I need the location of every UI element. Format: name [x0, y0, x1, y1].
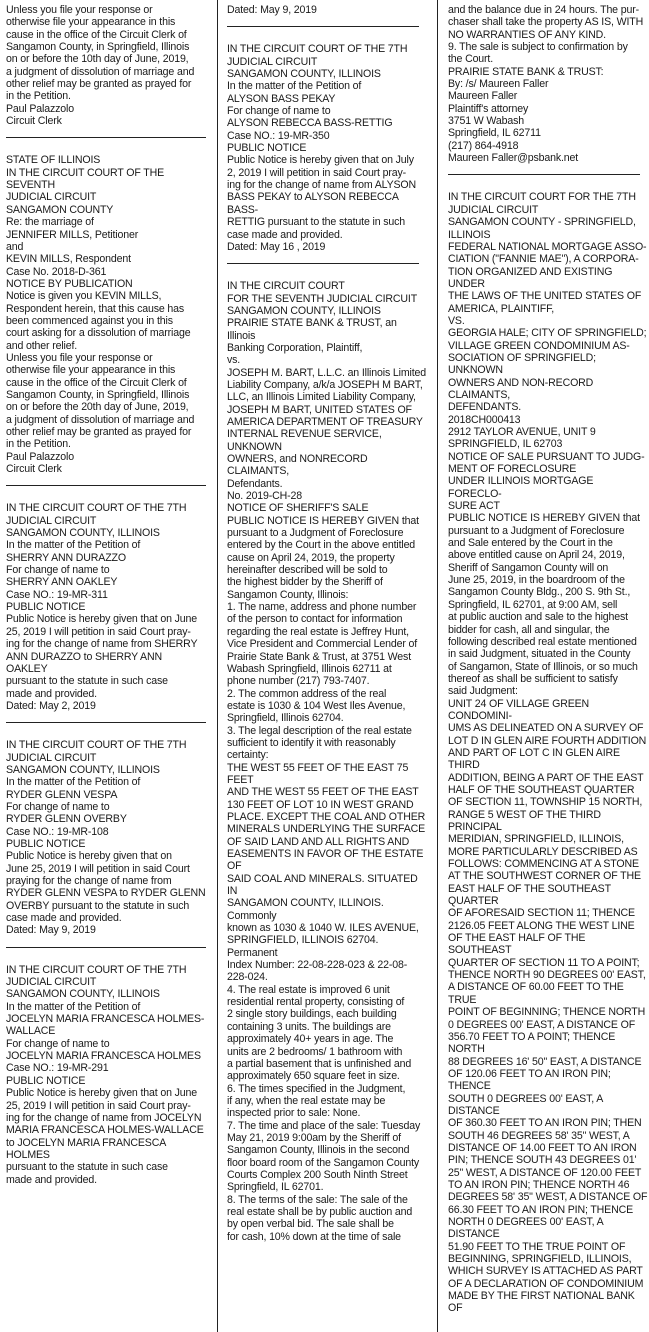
notice-paragraph: Notice is given you KEVIN MILLS, Respondent herein, that this cause has been commenced against you in this court asking for a dissolution of marriage and other relief. [6, 290, 191, 352]
legal-notice [448, 191, 648, 1314]
notice-paragraph: STATE OF ILLINOIS IN THE CIRCUIT COURT OF THE SEVENTH JUDICIAL CIRCUIT SANGAMON COUNTY Re: the marriage of JENNIFER MILLS, Petitioner and KEVIN MILLS, Respondent Case No. 2018-D-361 NOTICE BY PUBLICATION [6, 154, 165, 290]
notice-paragraph: Public Notice is hereby given that on June 25, 2019 I will petition in said Court praying for the change of name from RYDER GLENN VESPA to RYDER GLENN OVERBY pursuant to the statute in such case made and provided. [6, 850, 206, 925]
legal-notice [227, 4, 427, 16]
column-3 [448, 4, 648, 1330]
notice-paragraph: IN THE CIRCUIT COURT OF THE 7TH JUDICIAL CIRCUIT SANGAMON COUNTY, ILLINOIS In the matter of the Petition of JOCELYN MARIA FRANCESCA HOLMES- WALLACE For change of name to JOCELYN MARIA FRANCESCA HOLMES Case NO.: 19-MR-291 PUBLIC NOTICE [6, 963, 205, 1087]
notice-separator [448, 174, 640, 175]
legal-notice [227, 280, 427, 1243]
notice-separator [6, 947, 206, 948]
notice-paragraph: PUBLIC NOTICE IS HEREBY GIVEN that pursuant to a Judgment of Foreclosure entered by the Court in the above entitled cause on April 24, 2019, the property hereinafter described will be sold to the highest bidder by the Sheriff of Sangamon County, Illinois: [227, 514, 419, 601]
notice-separator [6, 485, 206, 486]
column-2 [227, 4, 427, 1330]
legal-notice [448, 4, 648, 164]
notice-separator [6, 137, 206, 138]
notice-paragraph: Unless you file your response or otherwise file your appearance in this cause in the office of the Circuit Clerk of Sangamon County, in Springfield, Illinois on or before the 10th day of June, 2019, a judgment of dissolution of marriage and other relief may be granted as prayed for in the Petition. [6, 4, 195, 103]
notice-paragraph: Dated: May 9, 2019 [6, 924, 96, 937]
notice-paragraph: 2. The common address of the real estate is 1030 & 104 West Iles Avenue, Springfield, Illinois 62704. [227, 687, 406, 725]
column-divider [217, 0, 218, 1332]
notice-paragraph: PUBLIC NOTICE IS HEREBY GIVEN that pursuant to a Judgment of Foreclosure and Sale entered by the Court in the above entitled cause on April 24, 2019, Sheriff of Sangamon County will on June 25, 2019, in the boardroom of the Sangamon County Bldg., 200 S. 9th St., Springfield, IL 62701, at 9:00 AM, sell at public auction and sale to the highest bidder for cash, all and singular, the following described real estate mentioned in said Judgment, situated in the County of Sangamon, State of Illinois, or so much thereof as shall be sufficient to satisfy said Judgment: [448, 512, 640, 698]
notice-paragraph: IN THE CIRCUIT COURT OF THE 7TH JUDICIAL CIRCUIT SANGAMON COUNTY, ILLINOIS In the matter of the Petition of ALYSON BASS PEKAY For change of name to ALYSON REBECCA BASS-RETTIG Case NO.: 19-MR-350 PUBLIC NOTICE [227, 43, 408, 155]
notice-paragraph: THE WEST 55 FEET OF THE EAST 75 FEET AND THE WEST 55 FEET OF THE EAST 130 FEET OF LOT 10 IN WEST GRAND PLACE. EXCEPT THE COAL AND OTHER MINERALS UNDERLYING THE SURFACE OF SAID LAND AND ALL RIGHTS AND EASEMENTS IN FAVOR OF THE ESTATE OF SAID COAL AND MINERALS. SITUATED IN SANGAMON COUNTY, ILLINOIS. Commonly known as 1030 & 1040 W. ILES AVENUE, SPRINGFIELD, ILLINOIS 62704. Permanent Index Number: 22-08-228-023 & 22-08- 228-024. [227, 761, 426, 984]
notice-paragraph: IN THE CIRCUIT COURT FOR THE SEVENTH JUDICIAL CIRCUIT SANGAMON COUNTY, ILLINOIS PRAIRIE STATE BANK & TRUST, an Illinois Banking Corporation, Plaintiff, vs. JOSEPH M. BART, L.L.C. an Illinois Limited Liability Company, a/k/a JOSEPH M BART, LLC, an Illinois Limited Liability Company, JOSEPH M BART, UNITED STATES OF AMERICA DEPARTMENT OF TREASURY INTERNAL REVENUE SERVICE, UNKNOWN OWNERS, and NONRECORD CLAIMANTS, Defendants. No. 2019-CH-28 NOTICE OF SHERIFF'S SALE [227, 280, 426, 515]
legal-notice [6, 739, 206, 937]
notice-paragraph: Public Notice is hereby given that on June 25, 2019 I will petition in said Court pray- ing for the change of name from SHERRY ANN DURAZZO to SHERRY ANN OAKLEY pursuant to the statute in such case made and provided. [6, 613, 198, 700]
notice-paragraph: 1. The name, address and phone number of the person to contact for information regarding the real estate is Jeffrey Hunt, Vice President and Commercial Lender of Prairie State Bank & Trust, at 3751 West Wabash Springfield, Illinois 62711 at phone number (217) 793-7407. [227, 601, 418, 688]
notice-paragraph: and the balance due in 24 hours. The pur- chaser shall take the property AS IS, WITH NO WARRANTIES OF ANY KIND. [448, 4, 644, 41]
notice-paragraph: 3. The legal description of the real estate sufficient to identify it with reasonably certainty: [227, 724, 412, 762]
notice-paragraph: Dated: May 16 , 2019 [227, 240, 326, 253]
notice-paragraph: 9. The sale is subject to confirmation by the Court. [448, 41, 628, 66]
notice-paragraph: IN THE CIRCUIT COURT OF THE 7TH JUDICIAL CIRCUIT SANGAMON COUNTY, ILLINOIS In the matter of the Petition of RYDER GLENN VESPA For change of name to RYDER GLENN OVERBY Case NO.: 19-MR-108 PUBLIC NOTICE [6, 739, 187, 850]
notice-paragraph: 6. The times specified in the Judgment, if any, when the real estate may be inspected prior to sale: None. [227, 1082, 406, 1120]
notice-paragraph: Dated: May 2, 2019 [6, 699, 96, 712]
notice-paragraph: Unless you file your response or otherwise file your appearance in this cause in the office of the Circuit Clerk of Sangamon County, in Springfield, Illinois on or before the 20th day of June, 2019, a judgment of dissolution of marriage and other relief may be granted as prayed for in the Petition. [6, 351, 195, 451]
notice-paragraph: 7. The time and place of the sale: Tuesday May 21, 2019 9:00am by the Sheriff of Sangamon County, Illinois in the second floor board room of the Sangamon County Courts Complex 200 South Ninth Street Springfield, IL 62701. [227, 1119, 421, 1194]
notice-paragraph: Public Notice is hereby given that on June 25, 2019 I will petition in said Court pray- ing for the change of name from JOCELYN MARIA FRANCESCA HOLMES-WALLACE to JOCELYN MARIA FRANCESCA HOLMES pursuant to the statute in such case made and provided. [6, 1087, 204, 1186]
notice-paragraph: Paul Palazzolo Circuit Clerk [6, 450, 74, 476]
notice-paragraph: Paul Palazzolo Circuit Clerk [6, 102, 74, 128]
column-divider [437, 0, 438, 1332]
notice-paragraph: UNIT 24 OF VILLAGE GREEN CONDOMINI- UMS AS DELINEATED ON A SURVEY OF LOT D IN GLEN AIRE FOURTH ADDITION AND PART OF LOT C IN GLEN AIRE THIRD ADDITION, BEING A PART OF THE EAST HALF OF THE SOUTHEAST QUARTER OF SECTION 11, TOWNSHIP 15 NORTH, RANGE 5 WEST OF THE THIRD PRINCIPAL MERIDIAN, SPRINGFIELD, ILLINOIS, MORE PARTICULARLY DESCRIBED AS FOLLOWS: COMMENCING AT A STONE AT THE SOUTHWEST CORNER OF THE EAST HALF OF THE SOUTHEAST QUARTER OF AFORESAID SECTION 11; THENCE 2126.05 FEET ALONG THE WEST LINE OF THE EAST HALF OF THE SOUTHEAST QUARTER OF SECTION 11 TO A POINT; THENCE NORTH 90 DEGREES 00' EAST, A DISTANCE OF 60.00 FEET TO THE TRUE POINT OF BEGINNING; THENCE NORTH 0 DEGREES 00' EAST, A DISTANCE OF 356.70 FEET TO A POINT; THENCE NORTH 88 DEGREES 16' 50" EAST, A DISTANCE OF 120.06 FEET TO AN IRON PIN; THENCE SOUTH 0 DEGREES 00' EAST, A DISTANCE OF 360.30 FEET TO AN IRON PIN; THEN SOUTH 46 DEGREES 58' 35" WEST, A DISTANCE OF 14.00 FEET TO AN IRON PIN; THENCE SOUTH 43 DEGREES 01' 25" WEST, A DISTANCE OF 120.00 FEET TO AN IRON PIN; THENCE NORTH 46 DEGREES 58' 35" WEST, A DISTANCE OF 66.30 FEET TO AN IRON PIN; THENCE NORTH 0 DEGREES 00' EAST, A DISTANCE 51.90 FEET TO THE TRUE POINT OF BEGINNING, SPRINGFIELD, ILLINOIS, WHICH SURVEY IS ATTACHED AS PART OF A DECLARATION OF CONDOMINIUM MADE BY THE FIRST NATIONAL BANK OF [448, 697, 648, 1315]
legal-notice [227, 43, 427, 253]
notice-separator [227, 263, 419, 264]
notice-paragraph: PRAIRIE STATE BANK & TRUST: By: /s/ Maureen Faller Maureen Faller Plaintiff's attorney 3751 W Wabash Springfield, IL 62711 (217) 864-4918 Maureen Faller@psbank.net [448, 65, 604, 165]
notice-paragraph: 4. The real estate is improved 6 unit residential rental property, consisting of 2 single story buildings, each building containing 3 units. The buildings are approximately 40+ years in age. The units are 2 bedrooms/ 1 bathroom with a partial basement that is unfinished and approximately 650 square feet in size. [227, 983, 412, 1083]
legal-notice [6, 4, 206, 127]
notice-paragraph: IN THE CIRCUIT COURT OF THE 7TH JUDICIAL CIRCUIT SANGAMON COUNTY, ILLINOIS In the matter of the Petition of SHERRY ANN DURAZZO For change of name to SHERRY ANN OAKLEY Case NO.: 19-MR-311 PUBLIC NOTICE [6, 502, 187, 614]
column-1 [6, 4, 206, 1330]
notice-paragraph: IN THE CIRCUIT COURT FOR THE 7TH JUDICIAL CIRCUIT SANGAMON COUNTY - SPRINGFIELD, ILLINOIS FEDERAL NATIONAL MORTGAGE ASSO- CIATION ("FANNIE MAE"), A CORPORA- TION ORGANIZED AND EXISTING UNDER THE LAWS OF THE UNITED STATES OF AMERICA, PLAINTIFF, VS. GEORGIA HALE; CITY OF SPRINGFIELD; VILLAGE GREEN CONDOMINIUM AS- SOCIATION OF SPRINGFIELD; UNKNOWN OWNERS AND NON-RECORD CLAIMANTS, DEFENDANTS. 2018CH000413 2912 TAYLOR AVENUE, UNIT 9 SPRINGFIELD, IL 62703 NOTICE OF SALE PURSUANT TO JUDG- MENT OF FORECLOSURE UNDER ILLINOIS MORTGAGE FORECLO- SURE ACT [448, 191, 647, 513]
legal-notice [6, 964, 206, 1186]
notice-paragraph: Dated: May 9, 2019 [227, 4, 317, 16]
notice-paragraph: 8. The terms of the sale: The sale of the real estate shall be by public auction and by open verbal bid. The sale shall be for cash, 10% down at the time of sale [227, 1193, 413, 1243]
legal-notice [6, 502, 206, 712]
notice-paragraph: Public Notice is hereby given that on July 2, 2019 I will petition in said Court pray- ing for the change of name from ALYSON BASS PEKAY to ALYSON REBECCA BASS- RETTIG pursuant to the statute in such case made and provided. [227, 154, 417, 241]
notice-separator [6, 722, 206, 723]
notice-separator [227, 26, 419, 27]
legal-notice [6, 154, 206, 475]
